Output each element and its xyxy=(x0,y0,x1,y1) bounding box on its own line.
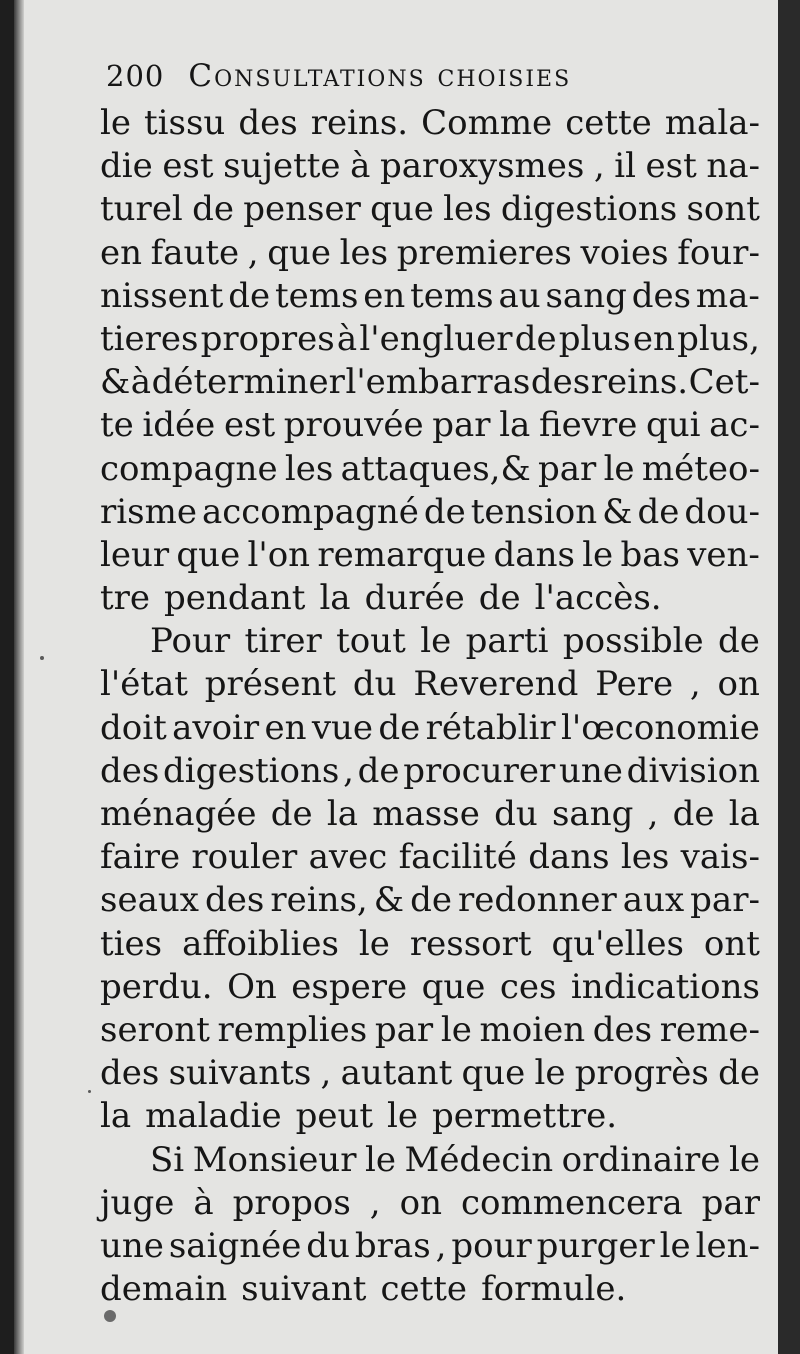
text-line: seaux des reins, & de redonner aux par- xyxy=(100,880,760,921)
text-line: compagne les attaques,& par le méteo- xyxy=(100,448,760,489)
text-line: ties affoiblies le ressort qu'elles ont xyxy=(100,923,760,964)
text-line: tre pendant la durée de l'accès. xyxy=(100,578,662,619)
text-line: & à déterminer l'embarras des reins. Cet- xyxy=(100,362,760,403)
paragraph xyxy=(100,1139,760,1312)
text-line: des suivants , autant que le progrès de xyxy=(100,1053,760,1094)
page-gutter-shadow xyxy=(14,0,24,1354)
text-line: des digestions , de procurer une division xyxy=(100,750,760,791)
text-line: demain suivant cette formule. xyxy=(100,1269,627,1310)
text-line: nissent de tems en tems au sang des ma- xyxy=(100,275,760,316)
text-line: Si Monsieur le Médecin ordinaire le xyxy=(150,1139,760,1180)
text-line: en faute , que les premieres voies four- xyxy=(100,232,760,273)
page-text xyxy=(100,58,760,1311)
ink-speck xyxy=(88,1090,91,1093)
text-line: turel de penser que les digestions sont xyxy=(100,189,760,230)
text-line: l'état présent du Reverend Pere , on xyxy=(100,664,760,705)
text-line: leur que l'on remarque dans le bas ven- xyxy=(100,534,760,575)
paragraph xyxy=(100,620,760,1138)
running-head xyxy=(106,58,760,102)
text-line: une saignée du bras , pour purger le len- xyxy=(100,1225,760,1266)
text-line: Pour tirer tout le parti possible de xyxy=(150,621,760,662)
text-line: le tissu des reins. Comme cette mala- xyxy=(100,103,760,143)
text-line: doit avoir en vue de rétablir l'œconomie xyxy=(100,707,760,748)
text-line: tieres propres à l'engluer de plus en plus, xyxy=(100,318,760,359)
text-line: juge à propos , on commencera par xyxy=(100,1182,760,1223)
text-line: faire rouler avec facilité dans les vais- xyxy=(100,837,760,878)
text-line: risme accompagné de tension & de dou- xyxy=(100,491,760,532)
text-line: die est sujette à paroxysmes , il est na- xyxy=(100,146,760,187)
running-title: Consultations choisies xyxy=(188,58,572,94)
text-line: la maladie peut le permettre. xyxy=(100,1096,618,1137)
text-line: te idée est prouvée par la fievre qui ac- xyxy=(100,405,760,446)
scan-border-right xyxy=(778,0,800,1354)
page-number: 200 xyxy=(106,59,165,93)
text-line: perdu. On espere que ces indications xyxy=(100,966,760,1007)
ink-speck xyxy=(40,656,44,660)
body-text xyxy=(100,102,760,1311)
ink-speck xyxy=(104,1310,116,1322)
text-line: seront remplies par le moien des reme- xyxy=(100,1009,760,1050)
paragraph xyxy=(100,102,760,620)
text-line: ménagée de la masse du sang , de la xyxy=(100,794,760,834)
